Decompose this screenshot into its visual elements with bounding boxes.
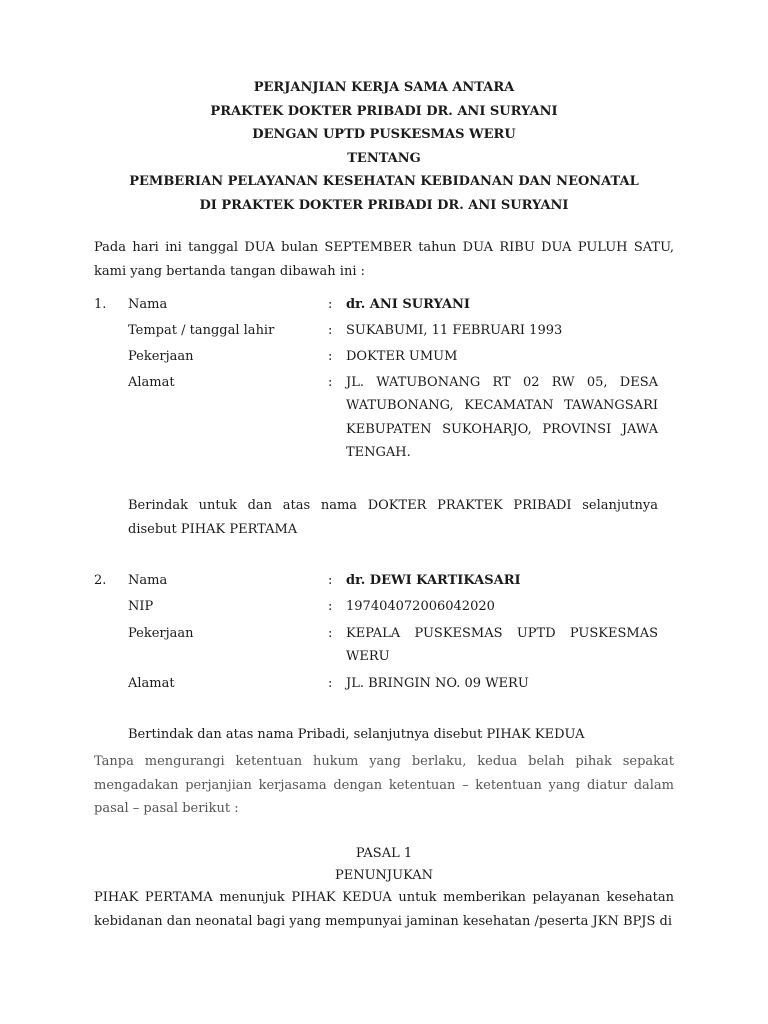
party1-number: 1.: [94, 297, 107, 312]
title-line: DENGAN UPTD PUSKESMAS WERU: [252, 127, 516, 143]
colon: :: [328, 375, 333, 390]
party2-job-value: KEPALA PUSKESMAS UPTD PUSKESMAS WERU: [346, 626, 658, 665]
pasal1-heading: PASAL 1: [355, 846, 413, 861]
document-title: [0, 78, 768, 220]
party2-nip-value: 197404072006042020: [346, 599, 495, 614]
party2-address-label: Alamat: [128, 676, 175, 691]
pasal1-subheading: PENUNJUKAN: [334, 868, 434, 883]
party2-job-label: Pekerjaan: [128, 626, 194, 641]
title-line: PEMBERIAN PELAYANAN KESEHATAN KEBIDANAN DAN NEONATAL: [129, 174, 639, 190]
colon: :: [328, 676, 333, 691]
party1-name-label: Nama: [128, 297, 168, 312]
party2-nip-label: NIP: [128, 599, 154, 614]
pasal1-text: PIHAK PERTAMA menunjuk PIHAK KEDUA untuk memberikan pelayanan kesehatan kebidanan dan neonatal bagi yang mempunyai jaminan kesehatan /peserta JKN BPJS di: [94, 890, 674, 929]
party1-birth-label: Tempat / tanggal lahir: [128, 323, 275, 338]
party1-job-label: Pekerjaan: [128, 349, 194, 364]
agreement-paragraph: Tanpa mengurangi ketentuan hukum yang berlaku, kedua belah pihak sepakat mengadakan perjanjian kerjasama dengan ketentuan – ketentuan yang diatur dalam pasal – pasal berikut :: [94, 754, 674, 816]
party1-statement: Berindak untuk dan atas nama DOKTER PRAKTEK PRIBADI selanjutnya disebut PIHAK PERTAMA: [128, 498, 658, 537]
colon: :: [328, 297, 333, 312]
party2-name-value: dr. DEWI KARTIKASARI: [346, 573, 521, 588]
title-line: PERJANJIAN KERJA SAMA ANTARA: [253, 80, 515, 95]
party2-address-value: JL. BRINGIN NO. 09 WERU: [346, 676, 529, 691]
colon: :: [328, 599, 333, 614]
colon: :: [328, 626, 333, 641]
party1-address-value: JL. WATUBONANG RT 02 RW 05, DESA WATUBONANG, KECAMATAN TAWANGSARI KEBUPATEN SUKOHARJO, PROVINSI JAWA TENGAH.: [346, 375, 658, 461]
title-line: DI PRAKTEK DOKTER PRIBADI DR. ANI SURYANI: [199, 197, 569, 213]
party1-name-value: dr. ANI SURYANI: [346, 297, 471, 312]
colon: :: [328, 573, 333, 588]
party2-name-label: Nama: [128, 573, 168, 588]
party1-birth-value: SUKABUMI, 11 FEBRUARI 1993: [346, 323, 563, 338]
title-line: PRAKTEK DOKTER PRIBADI DR. ANI SURYANI: [210, 103, 558, 119]
title-line: TENTANG: [347, 150, 421, 166]
intro-paragraph: Pada hari ini tanggal DUA bulan SEPTEMBER tahun DUA RIBU DUA PULUH SATU, kami yang bertanda tangan dibawah ini :: [94, 240, 674, 279]
party1-address-label: Alamat: [128, 375, 175, 390]
party2-number: 2.: [94, 573, 107, 588]
party2-statement: Bertindak dan atas nama Pribadi, selanjutnya disebut PIHAK KEDUA: [128, 727, 585, 742]
party1-job-value: DOKTER UMUM: [346, 349, 458, 364]
colon: :: [328, 323, 333, 338]
colon: :: [328, 349, 333, 364]
